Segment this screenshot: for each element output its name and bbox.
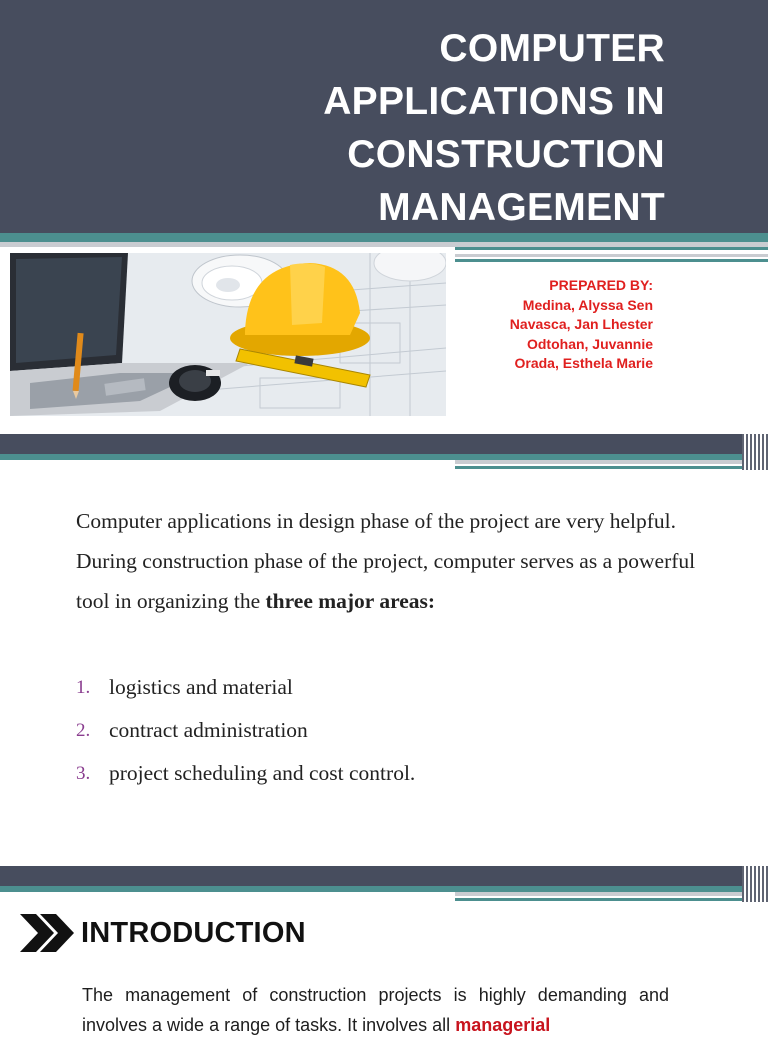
overview-paragraph [76,501,726,621]
list-number: 1. [76,677,91,698]
intro-text: The management of construction projects is highly demanding and involves a wide a range of tasks. It involves all [82,985,669,1035]
author-name: Navasca, Jan Lhester [509,316,653,332]
accent-stripe [455,254,768,257]
prepared-by-label: PREPARED BY: [549,277,653,293]
accent-stripe [455,259,768,262]
accent-stripe [0,233,768,242]
hatch-decoration [742,866,768,902]
accent-stripe [455,466,768,469]
title-line: APPLICATIONS IN [323,80,665,123]
list-number: 3. [76,763,91,784]
section-heading: INTRODUCTION [81,917,306,949]
title-line: MANAGEMENT [378,186,665,229]
list-item [76,709,415,752]
list-item [76,752,415,795]
hatch-decoration [742,434,768,470]
intro-paragraph [82,980,669,1040]
double-chevron-right-icon [20,914,76,952]
overview-bold-text: three major areas: [265,589,436,613]
title-line: CONSTRUCTION [347,133,665,176]
accent-stripe [455,898,768,901]
list-item [76,666,415,709]
slide-title [105,22,665,234]
accent-stripe [455,247,768,250]
slide-divider [0,434,768,454]
author-name: Odtohan, Juvannie [526,335,653,352]
title-line: COMPUTER [439,27,665,70]
intro-highlight: managerial [455,1015,551,1035]
list-text: contract administration [109,718,308,742]
major-areas-list [76,666,415,795]
accent-stripe [455,892,768,896]
author-name: Orada, Esthela Marie [514,355,653,371]
prepared-by [353,276,653,374]
slide-divider [0,866,768,886]
list-text: logistics and material [109,675,293,699]
author-name: Medina, Alyssa Sen [522,296,653,313]
list-text: project scheduling and cost control. [109,761,416,785]
accent-stripe [455,460,768,464]
overview-text: Computer applications in design phase of the project are very helpful. During construction phase of the project, computer serves as a powerful tool in organizing the [76,509,696,613]
list-number: 2. [76,720,91,741]
